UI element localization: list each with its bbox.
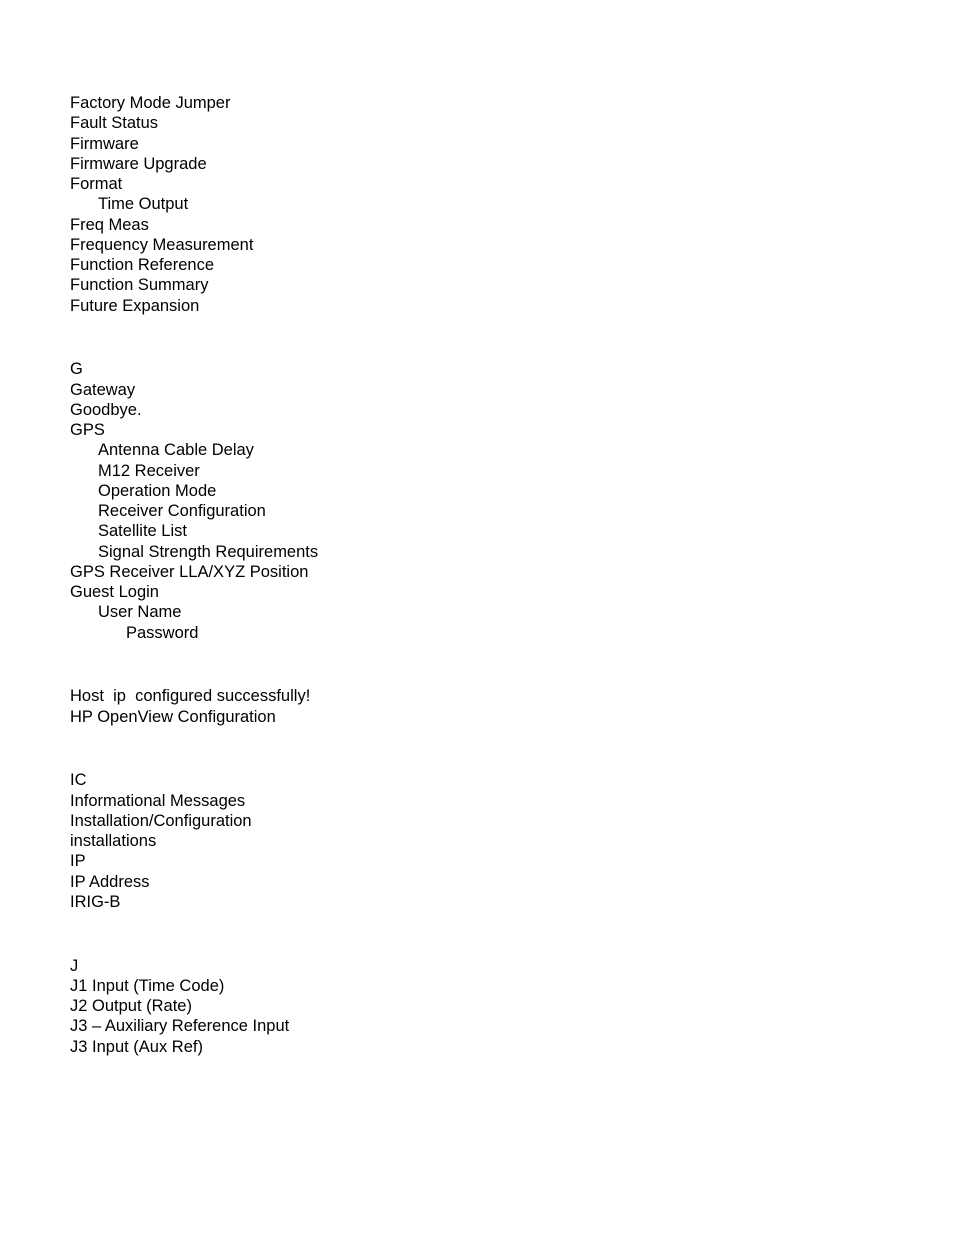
index-entry: J3 Input (Aux Ref) (70, 1037, 203, 1056)
index-entry: Factory Mode Jumper (70, 94, 231, 112)
index-entry: Freq Meas (70, 215, 149, 234)
index-section (70, 686, 890, 727)
index-section (70, 956, 890, 1057)
index-entry: IP Address (70, 872, 150, 891)
section-gap (70, 727, 890, 771)
index-entry: Guest Login (70, 583, 159, 601)
section-gap (70, 643, 890, 687)
index-entry: J2 Output (Rate) (70, 997, 192, 1015)
index-subentry: Signal Strength Requirements (98, 542, 319, 561)
index-entry: J1 Input (Time Code) (70, 976, 225, 995)
index-subentry: Time Output (98, 195, 189, 214)
index-entry: Function Summary (70, 276, 209, 295)
index-entry: IC (70, 771, 87, 790)
index-entry: installations (70, 832, 157, 850)
index-subentry: Password (126, 623, 199, 642)
index-entry: GPS (70, 421, 105, 439)
index-subentry: User Name (98, 603, 182, 622)
index-entry: G (70, 360, 83, 379)
index-subentry: Receiver Configuration (98, 502, 266, 520)
index-entry: J (70, 956, 79, 975)
index-entry: Firmware (70, 134, 139, 153)
index-entry: Host ip configured successfully! (70, 687, 311, 706)
index-entry: IRIG-B (70, 892, 121, 911)
index-entry: Frequency Measurement (70, 235, 254, 254)
index-entry: Goodbye. (70, 400, 142, 419)
index-section (70, 359, 890, 643)
index-subentry: Antenna Cable Delay (98, 441, 254, 460)
index-page (70, 93, 890, 1057)
index-entry: Gateway (70, 380, 136, 399)
index-subentry: M12 Receiver (98, 461, 200, 480)
section-gap (70, 912, 890, 956)
index-subentry: Satellite List (98, 522, 187, 541)
index-section (70, 770, 890, 912)
index-entry: GPS Receiver LLA/XYZ Position (70, 562, 309, 581)
index-entry: HP OpenView Configuration (70, 707, 276, 726)
index-subentry: Operation Mode (98, 481, 217, 500)
index-entry: IP (70, 852, 86, 871)
index-entry: Installation/Configuration (70, 811, 252, 830)
index-entry: Function Reference (70, 256, 214, 274)
index-section (70, 93, 890, 316)
index-entry: Fault Status (70, 114, 159, 133)
section-gap (70, 316, 890, 360)
index-entry: J3 – Auxiliary Reference Input (70, 1017, 290, 1036)
index-entry: Firmware Upgrade (70, 154, 207, 173)
index-entry: Informational Messages (70, 791, 246, 810)
index-entry: Future Expansion (70, 296, 200, 315)
index-entry: Format (70, 175, 123, 193)
